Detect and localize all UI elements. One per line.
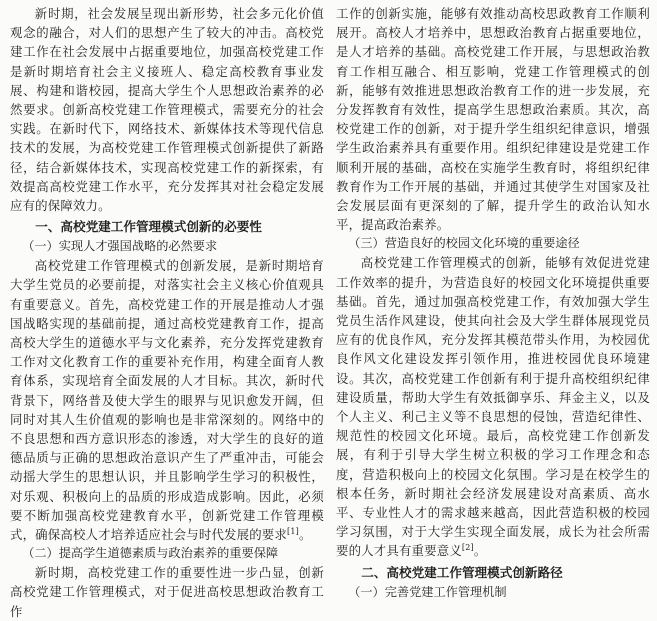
subsection-heading-4: （一）完善党建工作管理机制	[348, 584, 507, 599]
paragraph-moral-quality: 新时期，高校党建工作的重要性进一步凸显，创新高校党建工作管理模式，对于促进高校思想政治教育工作	[10, 565, 324, 619]
section-heading-1: 一、高校党建工作管理模式创新的必要性	[35, 219, 262, 235]
paragraph-end-punct: 。	[298, 527, 312, 543]
subsection-heading-1: （一）实现人才强国战略的必然要求	[22, 239, 218, 254]
paragraph-continued: 工作的创新实施，能够有效推动高校思政教育工作顺利展开。高校人才培养中，思想政治教育占据重要地位，是人才培养的基础。高校党建工作开展，与思想政治教育工作相互融合、相互影响，党建工作管理模式的创新，能够有效推进思想政治教育工作的进一步发展，充分发挥教育有效性，提高学生思想政治素质。其次，高校党建工作的创新，对于提升学生组织纪律意识，增强学生政治素养具有重要作用。组织纪律建设是党建工作顺利开展的基础，高校在实施学生教育时，将组织纪律教育作为工作开展的基础，并通过其使学生对国家及社会发展层面有更深刻的了解，提升学生的政治认知水平，提高政治素养。	[336, 6, 650, 233]
right-column	[336, 4, 650, 599]
left-column	[10, 4, 324, 619]
paragraph-intro: 新时期，社会发展呈现出新形势，社会多元化价值观念的融合，对人们的思想产生了较大的冲击。高校党建工作在社会发展中占据重要地位，加强高校党建工作是新时期培育社会主义接班人、稳定高校教育事业发展、构建和谐校园，提高大学生个人思想政治素养的必然要求。创新高校党建工作管理模式，需要充分的社会实践。在新时代下，网络技术、新媒体技术等现代信息技术的发展，为高校党建工作管理模式创新提供了新路径，结合新媒体技术，实现高校党建工作的新探索，有效提高高校党建工作水平，充分发挥其对社会稳定发展应有的保障效力。	[10, 6, 324, 214]
section-heading-2: 二、高校党建工作管理模式创新路径	[361, 564, 563, 580]
paragraph-text: 高校党建工作管理模式的创新，能够有效促进党建工作效率的提升，为营造良好的校园文化环境提供重要基础。首先，通过加强高校党建工作，有效加强大学生党员生活作风建设，使其向社会及大学生群体展现党员应有的优良作风，充分发挥其模范带头作用，为校园优良作风文化建设发挥引领作用，推进校园优良环境建设。其次，高校党建工作创新有利于提升高校组织纪律建设质量，帮助大学生有效抵御享乐、拜金主义，以及个人主义、利己主义等不良思想的侵蚀，营造纪律性、规范性的校园文化环境。最后，高校党建工作创新发展，有利于引导大学生树立积极的学习工作理念和态度，营造积极向上的校园文化氛围。学习是在校学生的根本任务，新时期社会经济发展建设对高素质、高水平、专业性人才的需求越来越高，因此营造积极的校园学习氛围，对于大学生实现全面发展，成长为社会所需要的人才具有重要意义	[336, 255, 650, 559]
subsection-heading-3: （三）营造良好的校园文化环境的重要途径	[348, 236, 580, 251]
paragraph-end-punct: 。	[473, 543, 487, 559]
citation-1: [1]	[287, 526, 299, 536]
citation-2: [2]	[461, 543, 474, 553]
paragraph-text: 高校党建工作管理模式的创新发展，是新时期培育大学生党员的必要前提，对落实社会主义核心价值观具有重要意义。首先，高校党建工作的开展是推动人才强国战略实现的基础前提，通过高校党建教育工作，提高高校大学生的道德水平与文化素养，充分发挥党建教育工作对文化教育工作的重要补充作用，构建全面育人教育体系，实现培育全面发展的人才目标。其次，新时代背景下，网络普及使大学生的眼界与见识愈发开阔，但同时对其人生价值观的影响也是非常深刻的。网络中的不良思想和西方意识形态的渗透，对大学生的良好的道德品质与正确的思想政治意识产生了严重冲击，可能会动摇大学生的思想认识，并且影响学生学习的积极性，对乐观、积极向上的品质的形成造成影响。因此，必须要不断加强高校党建教育水平，创新党建工作管理模式，确保高校人才培养适应社会与时代发展的要求	[10, 258, 324, 543]
paragraph-talent-strategy	[10, 256, 324, 544]
paragraph-campus-culture	[336, 253, 650, 560]
subsection-heading-2: （二）提高学生道德素质与政治素养的重要保障	[22, 546, 279, 561]
